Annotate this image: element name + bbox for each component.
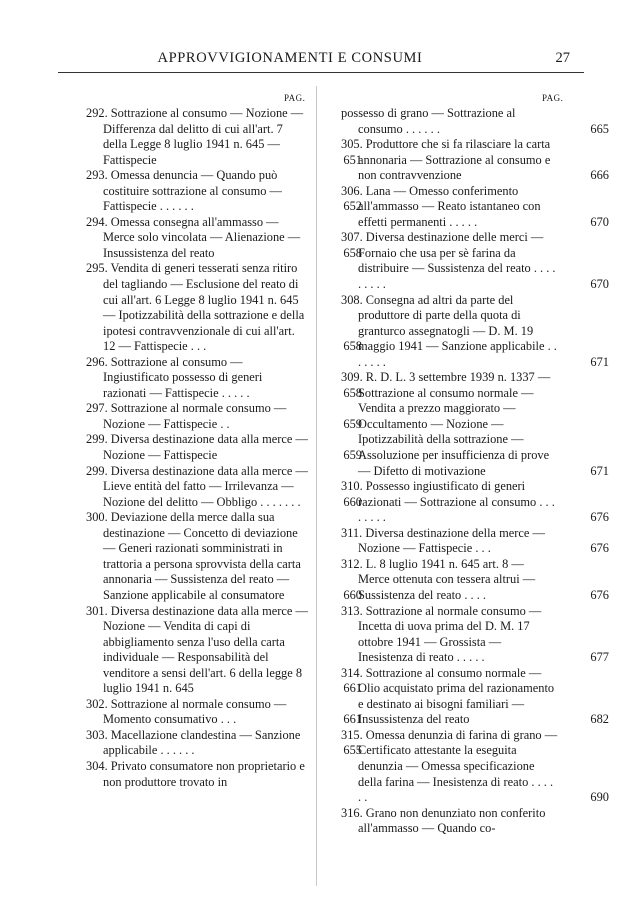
entry-page-number: 676 xyxy=(590,541,609,556)
entry-text: 299. Diversa destinazione data alla merce — Lieve entità del fatto — Irrilevanza — Nozione del delitto — Obbligo . . . . . . . xyxy=(86,463,308,509)
header-rule xyxy=(58,72,584,73)
index-entry xyxy=(86,759,308,790)
entry-page-number: 660 xyxy=(343,587,362,602)
entry-text: 299. Diversa destinazione data alla merce — Nozione — Fattispecie xyxy=(86,432,308,463)
entry-text: 292. Sottrazione al consumo — Nozione — Differenza dal delitto di cui all'art. 7 della Legge 8 luglio 1941 n. 645 — Fattispecie xyxy=(86,106,304,167)
entry-text: 295. Vendita di generi tesserati senza ritiro del tagliando — Esclusione del reato di cui all'art. 6 Legge 8 luglio 1941 n. 645 — Ipotizzabilità della sottrazione e della ipotesi contravvenzionale di cui all'art. 12 — Fattispecie . . . xyxy=(86,261,305,354)
entry-page-number: 651 xyxy=(343,152,362,167)
index-entry xyxy=(341,525,609,557)
entry-text: 294. Omessa consegna all'ammasso — Merce solo vincolata — Alienazione — Insussistenza del reato xyxy=(86,214,301,260)
entry-text: 310. Possesso ingiustificato di generi razionati — Sottrazione al consumo . . . . . . . . xyxy=(341,479,555,525)
entry-text: 316. Grano non denunziato non conferito all'ammasso — Quando co- xyxy=(341,805,546,836)
index-entry xyxy=(86,510,362,603)
index-entry xyxy=(86,432,362,463)
index-entry xyxy=(341,106,609,137)
entry-text: 300. Deviazione della merce dalla sua destinazione — Concetto di deviazione — Generi razionati somministrati in trattoria a persona sprovvista della carta annonaria — Sussistenza del reato — Sanzione applicabile al consumatore xyxy=(86,510,301,602)
entry-page-number: 670 xyxy=(590,277,609,292)
entry-text: 305. Produttore che si fa rilasciare la carta annonaria — Sottrazione al consumo e non contravvenzione xyxy=(341,137,551,183)
entry-text: 304. Privato consumatore non proprietario e non produttore trovato in xyxy=(86,758,305,789)
entry-page-number: 661 xyxy=(343,712,362,727)
entry-text: 307. Diversa destinazione delle merci — Fornaio che usa per sè farina da distribuire — Sussistenza del reato . . . . . . . . . xyxy=(341,230,556,292)
entry-page-number: 676 xyxy=(590,587,609,602)
page-number: 27 xyxy=(555,50,570,66)
entry-text: 309. R. D. L. 3 settembre 1939 n. 1337 — Sottrazione al consumo normale — Vendita a prezzo maggiorato — Occultamento — Nozione — Ipotizzabilità della sottrazione — Assoluzione per insufficienza di prove — Difetto di motivazione xyxy=(341,370,551,478)
running-head xyxy=(60,50,580,70)
entry-page-number: 659 xyxy=(343,416,362,431)
entry-text: 297. Sottrazione al normale consumo — Nozione — Fattispecie . . xyxy=(86,401,287,431)
index-entry xyxy=(341,479,609,526)
entry-text: possesso di grano — Sottrazione al consumo . . . . . . xyxy=(341,106,516,136)
right-column xyxy=(341,106,609,837)
index-entry xyxy=(341,806,558,837)
index-entry xyxy=(86,261,362,354)
index-entry xyxy=(86,603,362,697)
entry-page-number: 658 xyxy=(343,245,362,260)
entry-page-number: 658 xyxy=(343,385,362,400)
index-entry xyxy=(341,292,609,371)
entry-page-number: 665 xyxy=(590,121,609,136)
index-entry xyxy=(86,463,362,511)
entry-page-number: 658 xyxy=(343,339,362,354)
index-entry xyxy=(86,401,362,432)
index-entry xyxy=(341,183,609,231)
entry-text: 311. Diversa destinazione della merce — Nozione — Fattispecie . . . xyxy=(341,525,545,556)
index-entry xyxy=(86,106,362,168)
entry-page-number: 671 xyxy=(590,354,609,369)
index-entry xyxy=(341,370,609,479)
pag-label-right: PAG. xyxy=(542,93,564,103)
entry-text: 302. Sottrazione al normale consumo — Momento consumativo . . . xyxy=(86,696,287,727)
page-header-title: APPROVVIGIONAMENTI E CONSUMI xyxy=(157,50,423,66)
index-entry xyxy=(341,603,609,666)
entry-page-number: 666 xyxy=(590,168,609,183)
entry-text: 306. Lana — Omesso conferimento all'ammasso — Reato istantaneo con effetti permanenti . . . . . xyxy=(341,183,541,229)
entry-page-number: 676 xyxy=(590,510,609,525)
index-entry xyxy=(341,556,609,604)
entry-text: 301. Diversa destinazione data alla merce — Nozione — Vendita di capi di abbigliamento senza l'uso della carta individuale — Responsabilità del venditore a sensi dell'art. 6 della legge 8 luglio 1941 n. 645 xyxy=(86,603,308,696)
entry-page-number: 682 xyxy=(590,712,609,727)
index-entry xyxy=(86,214,362,262)
index-entry xyxy=(86,168,362,215)
entry-text: 313. Sottrazione al normale consumo — Incetta di uova prima del D. M. 17 ottobre 1941 — Grossista — Inesistenza di reato . . . . . xyxy=(341,603,542,665)
entry-page-number: 677 xyxy=(590,650,609,665)
index-entry xyxy=(341,137,609,184)
entry-text: 308. Consegna ad altri da parte del produttore di parte della quota di granturco assegnatogli — D. M. 19 maggio 1941 — Sanzione applicabile . . . . . . . xyxy=(341,292,557,369)
entry-page-number: 652 xyxy=(343,199,362,214)
index-entry xyxy=(341,665,609,728)
entry-page-number: 660 xyxy=(343,494,362,509)
index-entry xyxy=(341,230,609,292)
entry-page-number: 659 xyxy=(343,448,362,463)
index-entry xyxy=(86,727,362,759)
left-column xyxy=(86,106,362,790)
entry-text: 315. Omessa denunzia di farina di grano — Certificato attestante la eseguita denunzia — Omessa specificazione della farina — Inesistenza di reato . . . . . . xyxy=(341,727,558,805)
index-entry xyxy=(86,696,362,728)
index-entry xyxy=(86,354,362,402)
entry-page-number: 655 xyxy=(343,743,362,758)
entry-text: 293. Omessa denuncia — Quando può costituire sottrazione al consumo — Fattispecie . . . . . . xyxy=(86,168,282,214)
entry-page-number: 690 xyxy=(590,790,609,805)
entry-text: 303. Macellazione clandestina — Sanzione applicabile . . . . . . xyxy=(86,727,301,758)
entry-text: 296. Sottrazione al consumo — Ingiustificato possesso di generi razionati — Fattispecie . . . . . xyxy=(86,354,263,400)
entry-page-number: 661 xyxy=(343,681,362,696)
pag-label-left: PAG. xyxy=(284,93,306,103)
entry-page-number: 670 xyxy=(590,214,609,229)
index-entry xyxy=(341,727,609,806)
entry-text: 314. Sottrazione al consumo normale — Olio acquistato prima del razionamento e destinato ai bisogni familiari — Insussistenza del reato xyxy=(341,665,555,727)
entry-text: 312. L. 8 luglio 1941 n. 645 art. 8 — Merce ottenuta con tessera altrui — Sussistenza del reato . . . . xyxy=(341,556,536,602)
entry-page-number: 671 xyxy=(590,463,609,478)
